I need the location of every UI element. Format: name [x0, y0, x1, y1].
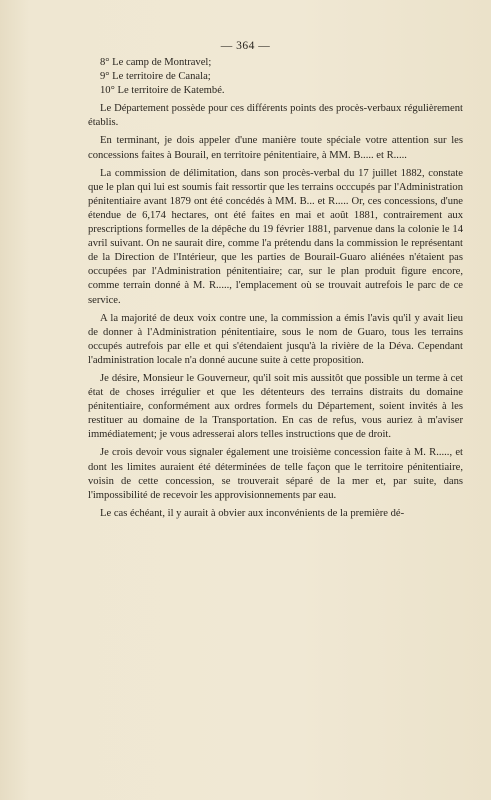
paragraph: A la majorité de deux voix contre une, la commission a émis l'avis qu'il y avait lieu de donner à l'Administration pénitentiaire, sous le nom de Guaro, tous les terrains occupés autrefois par elle et qui s'étendaient jusqu'à la rivière de la Déva. Cependant l'administration locale n'a donné aucune suite à cette proposition. — [88, 312, 463, 366]
list-item: 8° Le camp de Montravel; — [100, 57, 212, 68]
paragraph: Le cas échéant, il y aurait à obvier aux inconvénients de la première dé- — [100, 507, 405, 519]
paragraph: En terminant, je dois appeler d'une manière toute spéciale votre attention sur les concessions faites à Bourail, en territoire pénitentiaire, à MM. B..... et R..... — [88, 135, 463, 161]
page-number-header: — 364 — — [220, 40, 271, 52]
paragraph: Je désire, Monsieur le Gouverneur, qu'il soit mis aussitôt que possible un terme à cet état de choses irrégulier et que les détenteurs des terrains distraits du domaine pénitentiaire, conformément aux ordres formels du Département, soient invités à les restituer au domaine de la Transportation. En cas de refus, vous auriez à m'aviser immédiatement; je vous adresserai alors telles instructions que de droit. — [88, 372, 463, 441]
list-item: 9° Le territoire de Canala; — [100, 71, 211, 83]
page-body — [88, 56, 463, 525]
paragraph: Je crois devoir vous signaler également une troisième concession faite à M. R....., et dont les limites auraient été déterminées de telle façon que le territoire pénitentiaire, voisin de cette concession, se trouverait séparé de la mer et, par suite, dans l'impossibilité de recevoir les approvisionnements par eau. — [88, 447, 463, 501]
list-item: 10° Le territoire de Katembé. — [100, 85, 225, 97]
paragraph: Le Département possède pour ces différents points des procès-verbaux régulièrement établis. — [88, 103, 463, 129]
paragraph: La commission de délimitation, dans son procès-verbal du 17 juillet 1882, constate que le plan qui lui est soumis fait ressortir que les terrains occcupés par l'Administration pénitentiaire avant 1879 ont été concédés à MM. B... et R..... Or, ces concessions, d'une étendue de 6,174 hectares, ont été faites en mai et août 1881, contrairement aux prescriptions formelles de la dépêche du 19 février 1881, parvenue dans la colonie le 14 avril suivant. On ne saurait dire, comme l'a prétendu dans la commission le représentant de la Direction de l'Intérieur, que les parties de Bourail-Guaro aliénées n'étaient pas occupées par l'Administration pénitentiaire; car, sur le plan produit figure encore, comme terrain donné à M. R....., l'emplacement où se trouvait autrefois le parc de ce service. — [88, 167, 463, 306]
